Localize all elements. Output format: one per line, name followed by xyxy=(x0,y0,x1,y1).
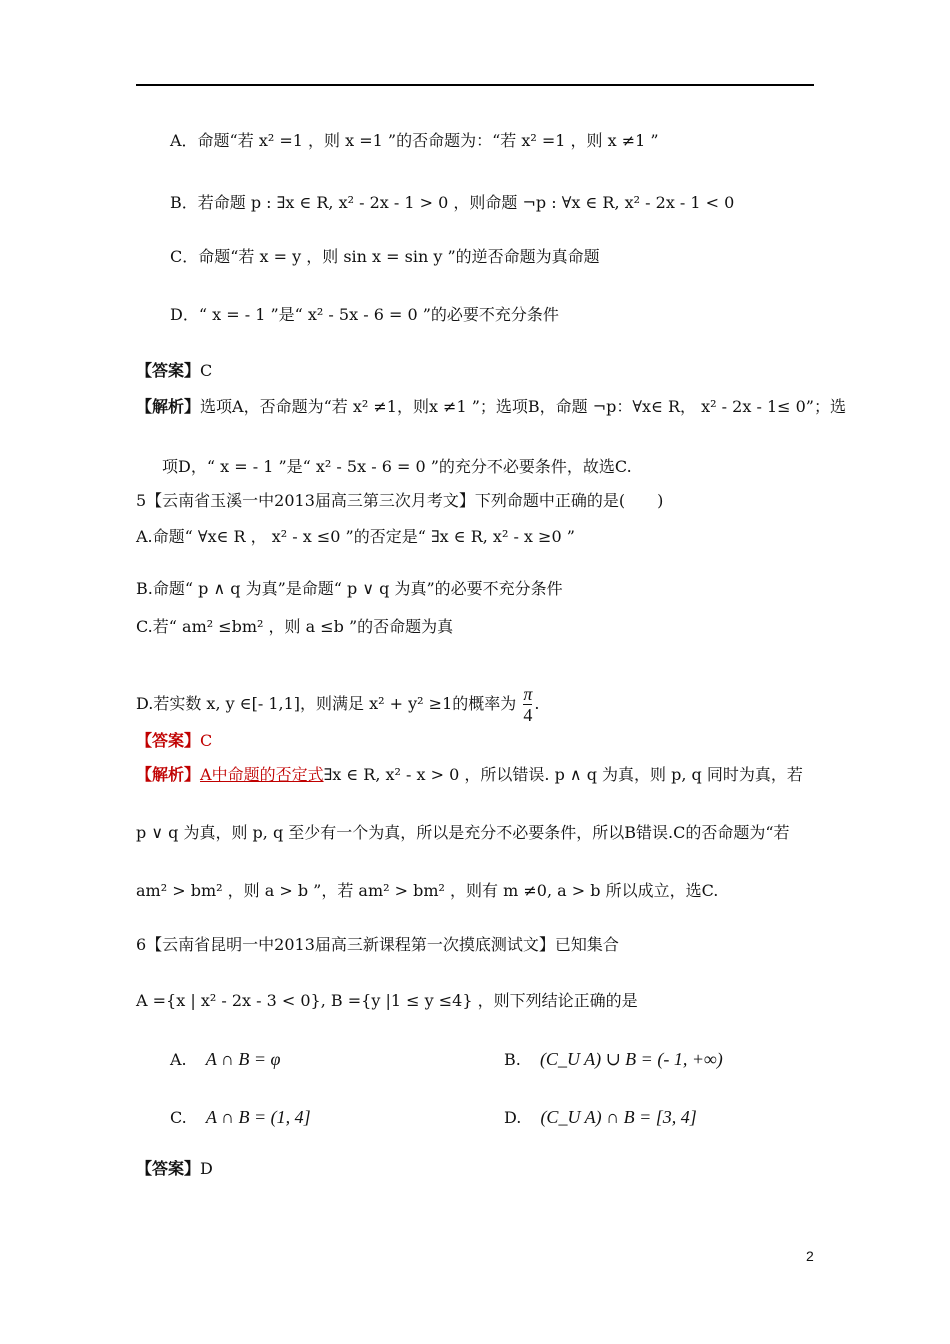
option-d-label: D. xyxy=(504,1108,522,1127)
answer-value: C xyxy=(200,731,213,750)
analysis-label: 【解析】 xyxy=(136,765,201,784)
q6-option-c xyxy=(170,1106,311,1129)
analysis-text: 选项A，否命题为“若 x² ≠1，则x ≠1 ”；选项B，命题 ¬p：∀x∈ R， x² - 2x - 1≤ 0”；选 xyxy=(200,397,846,416)
q4-option-c: C．命题“若 x = y ，则 sin x = sin y ”的逆否命题为真命题 xyxy=(170,247,600,266)
option-a-label: A. xyxy=(170,1050,187,1069)
q6-answer xyxy=(136,1158,213,1180)
q5-title: 5【云南省玉溪一中2013届高三第三次月考文】下列命题中正确的是( ) xyxy=(136,491,664,510)
q5-answer xyxy=(136,730,212,752)
q5-option-d xyxy=(136,684,539,725)
q4-option-d: D．“ x = - 1 ”是“ x² - 5x - 6 = 0 ”的必要不充分条件 xyxy=(170,305,559,324)
page-number: 2 xyxy=(806,1248,814,1264)
q5-option-a: A.命题“ ∀x∈ R ， x² - x ≤0 ”的否定是“ ∃x ∈ R, x² - x ≥0 ” xyxy=(136,527,575,546)
q5-option-b: B.命题“ p ∧ q 为真”是命题“ p ∨ q 为真”的必要不充分条件 xyxy=(136,579,563,598)
q4-option-a: A．命题“若 x² =1 ，则 x =1 ”的否命题为：“若 x² =1 ，则 x ≠1 ” xyxy=(170,131,659,150)
q4-analysis-line1 xyxy=(136,396,846,418)
answer-label: 【答案】 xyxy=(136,361,201,380)
q5-analysis-line2: p ∨ q 为真，则 p, q 至少有一个为真，所以是充分不必要条件，所以B错误.C的否命题为“若 xyxy=(136,823,790,842)
q5-analysis-line1 xyxy=(136,764,803,786)
option-b-formula: (C_U A) ∪ B = (- 1, +∞) xyxy=(539,1049,723,1069)
q6-option-d xyxy=(504,1106,697,1129)
fraction-denominator: 4 xyxy=(523,705,533,725)
q6-option-b xyxy=(504,1048,723,1071)
analysis-label: 【解析】 xyxy=(136,397,201,416)
q6-title-line2: A ={x | x² - 2x - 3 < 0}, B ={y |1 ≤ y ≤4} ，则下列结论正确的是 xyxy=(136,991,638,1010)
fraction xyxy=(523,684,532,725)
option-a-formula: A ∩ B = φ xyxy=(205,1049,281,1069)
option-d-formula: (C_U A) ∩ B = [3, 4] xyxy=(540,1107,697,1127)
fraction-numerator: π xyxy=(523,684,533,704)
q4-analysis-line2: 项D，“ x = - 1 ”是“ x² - 5x - 6 = 0 ”的充分不必要条件，故选C. xyxy=(162,457,632,476)
option-d-suffix: . xyxy=(534,694,540,713)
q6-title-line1: 6【云南省昆明一中2013届高三新课程第一次摸底测试文】已知集合 xyxy=(136,935,619,954)
q6-option-a xyxy=(170,1048,281,1071)
answer-label: 【答案】 xyxy=(136,731,201,750)
option-b-label: B. xyxy=(504,1050,521,1069)
option-c-formula: A ∩ B = (1, 4] xyxy=(205,1107,311,1127)
q5-analysis-line3: am² > bm² ，则 a > b ”，若 am² > bm² ，则有 m ≠0, a > b 所以成立，选C. xyxy=(136,881,719,900)
answer-value: C xyxy=(200,361,213,380)
option-d-text: D.若实数 x, y ∈[- 1,1]，则满足 x² + y² ≥1的概率为 xyxy=(136,694,517,713)
answer-label: 【答案】 xyxy=(136,1159,201,1178)
answer-value: D xyxy=(200,1159,213,1178)
analysis-text: ∃x ∈ R, x² - x > 0 ，所以错误. p ∧ q 为真，则 p, q 同时为真，若 xyxy=(323,765,803,784)
option-c-label: C. xyxy=(170,1108,187,1127)
q5-option-c: C.若“ am² ≤bm² ，则 a ≤b ”的否命题为真 xyxy=(136,617,454,636)
analysis-red-text: A中命题的否定式 xyxy=(200,765,324,784)
q4-option-b: B．若命题 p : ∃x ∈ R, x² - 2x - 1 > 0 ，则命题 ¬p : ∀x ∈ R, x² - 2x - 1 < 0 xyxy=(170,193,735,212)
q4-answer xyxy=(136,360,212,382)
header-rule xyxy=(136,84,814,86)
